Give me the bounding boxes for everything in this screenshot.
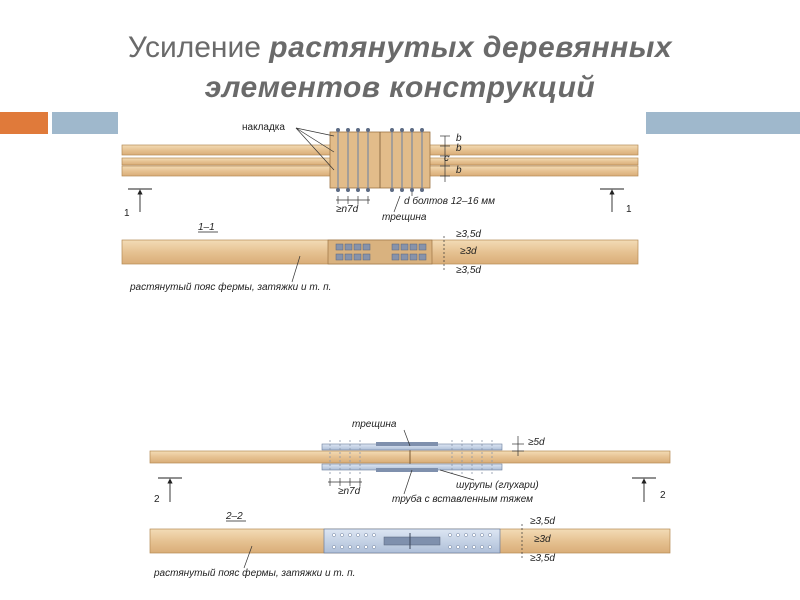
- pipe-leader: [404, 470, 412, 494]
- label-mid-2: ≥3d: [534, 534, 551, 545]
- label-edge-bottom-1: ≥3,5d: [456, 265, 481, 276]
- label-dim-b1: b: [456, 133, 462, 144]
- label-nakladka: накладка: [242, 122, 285, 133]
- label-edge-2: ≥5d: [528, 437, 545, 448]
- label-section-2-title: 2–2: [226, 511, 243, 522]
- pipe-bottom: [376, 468, 438, 472]
- label-bolt-spacing: ≥n7d: [336, 204, 359, 215]
- label-section-1-left: 1: [124, 208, 130, 219]
- label-dim-c: c: [444, 153, 449, 164]
- label-screw-spacing: ≥n7d: [338, 486, 361, 497]
- label-pipe: труба с вставленным тяжем: [392, 494, 534, 505]
- section-1-plate: [328, 240, 432, 264]
- title-normal: Усиление: [127, 31, 270, 64]
- screw-spacing-dim-2: [328, 478, 362, 486]
- screws-leader: [440, 470, 474, 480]
- label-screws: шурупы (глухари): [456, 480, 539, 491]
- label-mid-1: ≥3d: [460, 246, 477, 257]
- label-edge-top-1: ≥3,5d: [456, 229, 481, 240]
- label-dim-b2: b: [456, 143, 462, 154]
- label-section-1-title: 1–1: [198, 222, 215, 233]
- section-2-pipe: [384, 537, 440, 545]
- label-bolts: d болтов 12–16 мм: [404, 196, 496, 207]
- label-section-2-right: 2: [660, 490, 666, 501]
- title-bold-1: растянутых деревянных: [269, 31, 673, 64]
- pipe-top: [376, 442, 438, 446]
- label-dim-b3: b: [456, 165, 462, 176]
- label-section-2-left: 2: [154, 494, 160, 505]
- label-edge-bottom-2: ≥3,5d: [530, 553, 555, 564]
- label-edge-top-2: ≥3,5d: [530, 516, 555, 527]
- title-bold-2: элементов конструкций: [204, 71, 596, 104]
- label-member-2: растянутый пояс фермы, затяжки и т. п.: [154, 568, 356, 579]
- label-member-1: растянутый пояс фермы, затяжки и т. п.: [130, 282, 332, 293]
- diagram-1: [118, 116, 644, 304]
- label-section-1-right: 1: [626, 204, 632, 215]
- label-crack-1: трещина: [382, 212, 427, 223]
- label-crack-2: трещина: [352, 419, 397, 430]
